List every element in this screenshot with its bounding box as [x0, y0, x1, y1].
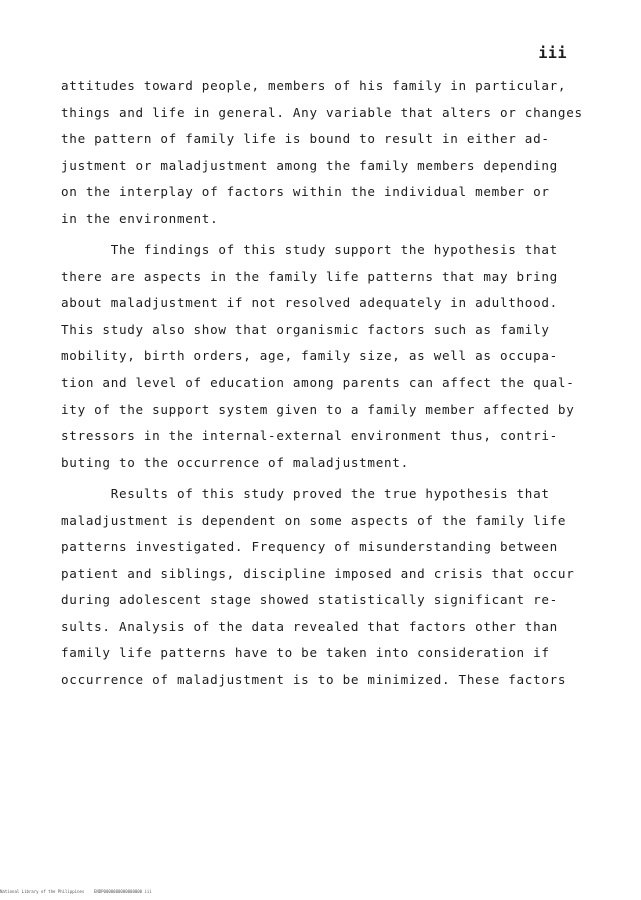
- text-line: things and life in general. Any variable that alters or changes: [61, 104, 583, 120]
- text-line: The findings of this study support the hypothesis that: [61, 242, 558, 258]
- body-text: [61, 73, 601, 694]
- text-line: about maladjustment if not resolved adequately in adulthood.: [61, 295, 558, 311]
- text-line: sults. Analysis of the data revealed that factors other than: [61, 618, 558, 634]
- text-line: stressors in the internal-external environment thus, contri-: [61, 428, 558, 444]
- text-line: patient and siblings, discipline imposed and crisis that occur: [61, 565, 575, 581]
- text-line: there are aspects in the family life patterns that may bring: [61, 268, 558, 284]
- text-line: patterns investigated. Frequency of misunderstanding between: [61, 539, 558, 555]
- text-line: during adolescent stage showed statistically significant re-: [61, 592, 558, 608]
- text-line: maladjustment is dependent on some aspects of the family life: [61, 512, 567, 528]
- text-line: on the interplay of factors within the individual member or: [61, 184, 550, 200]
- text-line: in the environment.: [61, 210, 219, 226]
- text-line: This study also show that organismic factors such as family: [61, 321, 550, 337]
- text-line: tion and level of education among parents can affect the qual-: [61, 375, 575, 391]
- text-line: buting to the occurrence of maladjustment.: [61, 454, 409, 470]
- paragraph-3: [61, 481, 601, 693]
- paragraph-1: [61, 73, 601, 232]
- text-line: ity of the support system given to a family member affected by: [61, 401, 575, 417]
- text-line: occurrence of maladjustment is to be minimized. These factors: [61, 672, 567, 688]
- text-line: justment or maladjustment among the family members depending: [61, 157, 558, 173]
- text-line: mobility, birth orders, age, family size, as well as occupa-: [61, 348, 558, 364]
- text-line: attitudes toward people, members of his family in particular,: [61, 78, 567, 93]
- paragraph-2: [61, 237, 601, 476]
- page-number: iii: [538, 44, 567, 62]
- archive-footer: National Library of the Philippines ENDP0000000000000000 iii: [0, 889, 152, 894]
- text-line: family life patterns have to be taken into consideration if: [61, 645, 550, 661]
- text-line: Results of this study proved the true hypothesis that: [61, 486, 550, 502]
- text-line: the pattern of family life is bound to result in either ad-: [61, 131, 550, 147]
